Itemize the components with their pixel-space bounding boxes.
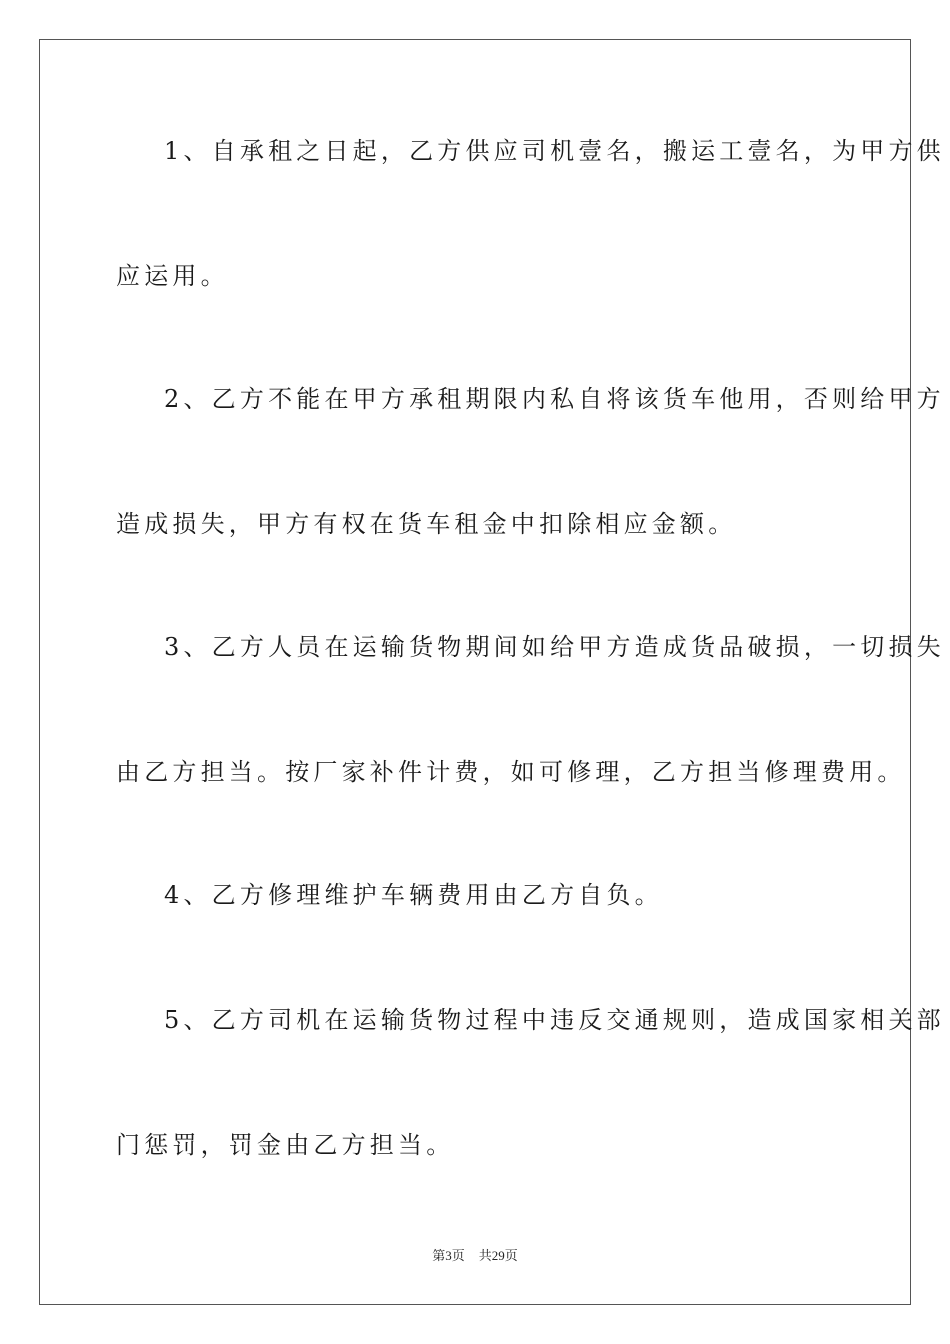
- paragraph-2-line-2: 造成损失，甲方有权在货车租金中扣除相应金额。: [116, 510, 737, 538]
- page-total: 共29页: [478, 1248, 518, 1263]
- page-footer: [0, 1248, 950, 1264]
- paragraph-4-line-1: 4、乙方修理维护车辆费用由乙方自负。: [164, 881, 663, 909]
- page-border: [39, 39, 945, 1305]
- paragraph-1-line-2: 应运用。: [116, 262, 229, 290]
- paragraph-3-line-1: 3、乙方人员在运输货物期间如给甲方造成货品破损，一切损失: [164, 633, 945, 661]
- paragraph-3-line-2: 由乙方担当。按厂家补件计费，如可修理，乙方担当修理费用。: [116, 758, 906, 786]
- paragraph-5-line-1: 5、乙方司机在运输货物过程中违反交通规则，造成国家相关部: [164, 1006, 945, 1034]
- page-number: 第3页: [432, 1248, 465, 1263]
- paragraph-5-line-2: 门惩罚，罚金由乙方担当。: [116, 1131, 455, 1159]
- paragraph-2-line-1: 2、乙方不能在甲方承租期限内私自将该货车他用，否则给甲方: [164, 385, 945, 413]
- paragraph-1-line-1: 1、自承租之日起，乙方供应司机壹名，搬运工壹名，为甲方供: [164, 137, 945, 165]
